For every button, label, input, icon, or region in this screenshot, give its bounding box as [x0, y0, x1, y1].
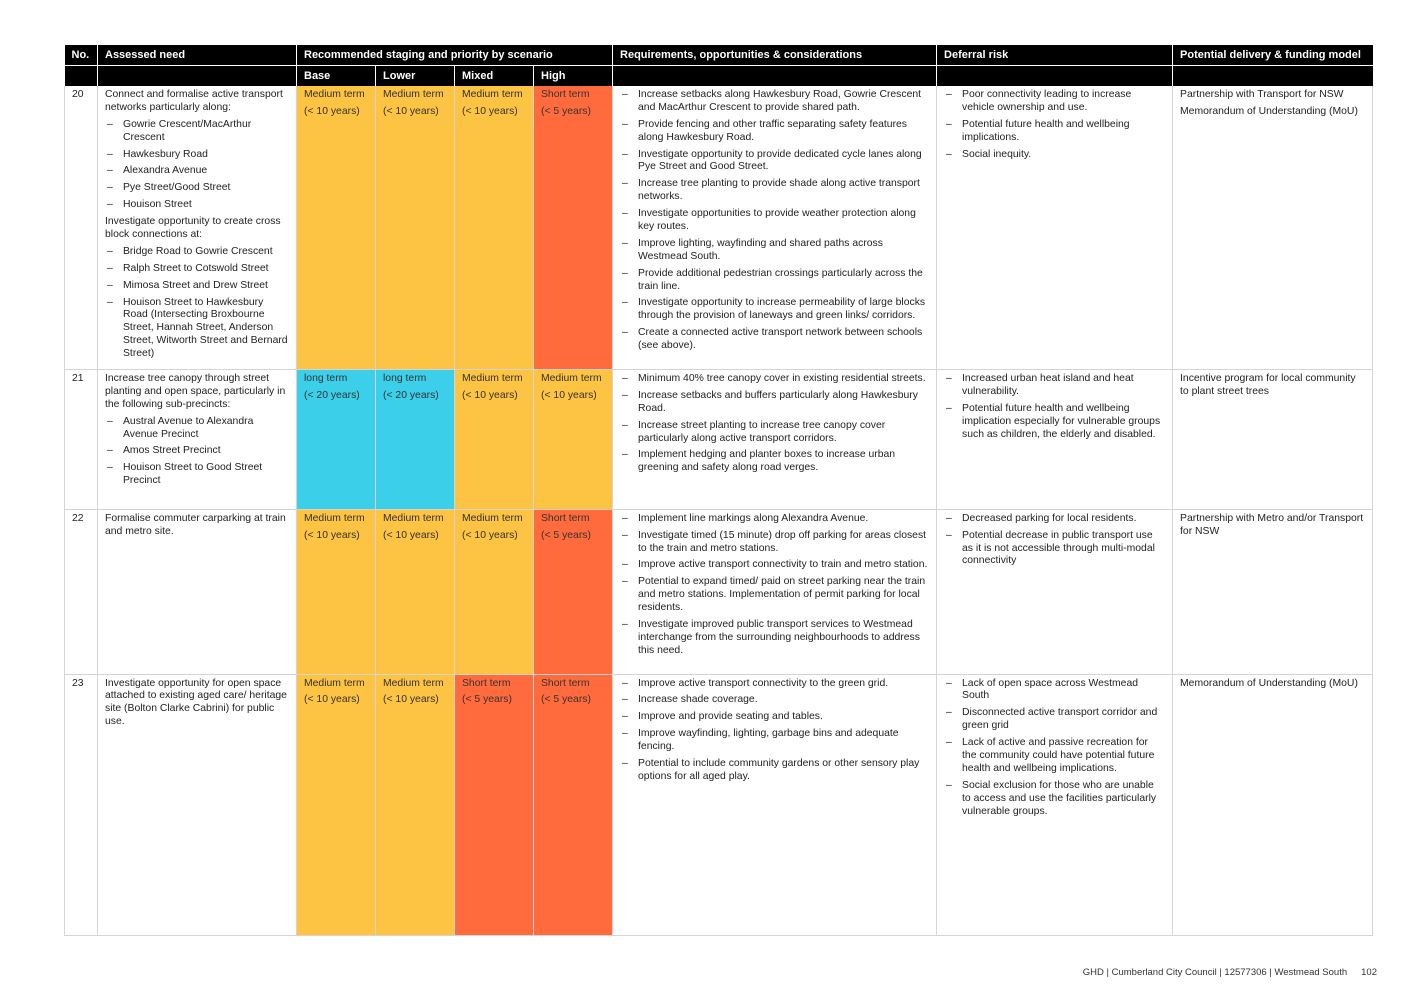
requirement-item: – Provide additional pedestrian crossings particularly across the train line. [620, 268, 929, 294]
requirement-list [620, 373, 929, 475]
header-base: Base [297, 66, 376, 87]
need-location-item: – Alexandra Avenue [105, 165, 289, 178]
header-req-blank [613, 66, 937, 87]
stage-years: (< 10 years) [462, 105, 518, 117]
stage-mixed-cell [455, 86, 534, 370]
assessed-need-cell [98, 509, 297, 674]
need-text: Connect and formalise active transport networks particularly along: [105, 89, 283, 113]
risk-list [944, 513, 1165, 569]
need-location-item: – Mimosa Street and Drew Street [105, 280, 289, 293]
stage-years: (< 20 years) [304, 389, 360, 401]
requirement-item: – Potential to expand timed/ paid on street parking near the train and metro stations. Implementation of permit parking for local residents. [620, 576, 929, 615]
stage-lower-cell [376, 509, 455, 674]
stage-years: (< 10 years) [462, 529, 518, 541]
stage-high-cell [534, 370, 613, 510]
deferral-risk-cell [937, 509, 1173, 674]
header-mixed: Mixed [455, 66, 534, 87]
stage-term: Medium term [462, 512, 523, 524]
delivery-model-text: Memorandum of Understanding (MoU) [1180, 105, 1358, 117]
header-model-blank [1173, 66, 1373, 87]
stage-base-cell [297, 509, 376, 674]
requirement-item: – Improve active transport connectivity to the green grid. [620, 678, 929, 691]
stage-term: Medium term [462, 89, 523, 100]
stage-years: (< 10 years) [541, 389, 597, 401]
need-location-item: – Hawkesbury Road [105, 149, 289, 162]
stage-years: (< 10 years) [462, 389, 518, 401]
stage-term: Short term [541, 512, 590, 524]
stage-years: (< 10 years) [304, 694, 360, 706]
stage-term: Medium term [462, 373, 523, 384]
deferral-risk-cell [937, 674, 1173, 935]
delivery-model-text: Incentive program for local community to plant street trees [1180, 373, 1356, 397]
delivery-model-text: Memorandum of Understanding (MoU) [1180, 677, 1358, 689]
stage-term: long term [304, 373, 348, 384]
row-number: 21 [65, 370, 98, 510]
stage-term: Medium term [383, 677, 444, 689]
delivery-model-cell [1173, 86, 1373, 370]
need-location-list [105, 416, 289, 488]
need-location-item: – Houison Street [105, 199, 289, 212]
stage-high-cell [534, 509, 613, 674]
requirement-item: – Increase setbacks along Hawkesbury Road, Gowrie Crescent and MacArthur Crescent to provide shared path. [620, 89, 929, 115]
need-location-item: – Austral Avenue to Alexandra Avenue Precinct [105, 416, 289, 442]
risk-list [944, 678, 1165, 819]
requirement-item: – Improve and provide seating and tables. [620, 711, 929, 724]
risk-list [944, 373, 1165, 441]
page-footer [1083, 967, 1377, 978]
stage-term: Medium term [304, 677, 365, 689]
stage-base-cell [297, 86, 376, 370]
need-text: Formalise commuter carparking at train and metro site. [105, 512, 286, 537]
assessed-need-cell [98, 370, 297, 510]
delivery-model-text: Partnership with Transport for NSW [1180, 89, 1344, 100]
risk-item: – Potential future health and wellbeing implication especially for vulnerable groups such as children, the elderly and disabled. [944, 403, 1165, 442]
stage-years: (< 5 years) [541, 694, 591, 706]
table-row [65, 674, 1373, 935]
delivery-model-cell [1173, 509, 1373, 674]
delivery-model-text: Partnership with Metro and/or Transport for NSW [1180, 512, 1364, 537]
table-row [65, 509, 1373, 674]
stage-years: (< 5 years) [541, 105, 591, 117]
requirement-item: – Improve active transport connectivity to train and metro station. [620, 559, 929, 572]
stage-term: Medium term [304, 89, 365, 100]
requirement-list [620, 513, 929, 658]
stage-term: Medium term [304, 512, 365, 524]
requirement-item: – Improve lighting, wayfinding and shared paths across Westmead South. [620, 238, 929, 264]
need-location-list [105, 119, 289, 212]
requirement-item: – Implement line markings along Alexandra Avenue. [620, 513, 929, 526]
requirement-item: – Provide fencing and other traffic separating safety features along Hawkesbury Road. [620, 119, 929, 145]
requirements-cell [613, 509, 937, 674]
header-no-blank [65, 66, 98, 87]
delivery-model-cell [1173, 370, 1373, 510]
need-location-item: – Gowrie Crescent/MacArthur Crescent [105, 119, 289, 145]
stage-years: (< 10 years) [383, 105, 439, 117]
stage-term: Short term [541, 89, 590, 100]
requirement-item: – Minimum 40% tree canopy cover in existing residential streets. [620, 373, 929, 386]
risk-item: – Potential future health and wellbeing implications. [944, 119, 1165, 145]
stage-lower-cell [376, 370, 455, 510]
header-high: High [534, 66, 613, 87]
table-row [65, 370, 1373, 510]
stage-base-cell [297, 674, 376, 935]
stage-high-cell [534, 674, 613, 935]
row-number: 20 [65, 86, 98, 370]
requirement-item: – Potential to include community gardens or other sensory play options for all aged play. [620, 758, 929, 784]
need-location-item: – Bridge Road to Gowrie Crescent [105, 246, 289, 259]
requirement-item: – Implement hedging and planter boxes to increase urban greening and safety along road verges. [620, 449, 929, 475]
header-assessed-need: Assessed need [98, 45, 297, 66]
requirement-item: – Increase street planting to increase tree canopy cover particularly along active transport corridors. [620, 420, 929, 446]
need-location-item: – Houison Street to Good Street Precinct [105, 462, 289, 488]
page-number: 102 [1361, 967, 1377, 978]
stage-term: Medium term [541, 373, 602, 384]
requirement-item: – Increase tree planting to provide shade along active transport networks. [620, 178, 929, 204]
needs-table [64, 45, 1373, 936]
stage-term: Short term [541, 677, 590, 689]
risk-item: – Poor connectivity leading to increase vehicle ownership and use. [944, 89, 1165, 115]
requirements-cell [613, 370, 937, 510]
header-requirements: Requirements, opportunities & considerations [613, 45, 937, 66]
stage-years: (< 10 years) [383, 529, 439, 541]
stage-term: long term [383, 373, 427, 384]
delivery-model-cell [1173, 674, 1373, 935]
stage-term: Short term [462, 677, 511, 689]
header-no: No. [65, 45, 98, 66]
requirement-list [620, 89, 929, 353]
requirements-cell [613, 86, 937, 370]
need-location-list [105, 246, 289, 361]
stage-years: (< 20 years) [383, 389, 439, 401]
risk-item: – Social exclusion for those who are unable to access and use the facilities particularly vulnerable groups. [944, 780, 1165, 819]
footer-text: GHD | Cumberland City Council | 12577306 | Westmead South [1082, 967, 1348, 978]
stage-years: (< 10 years) [304, 105, 360, 117]
risk-item: – Disconnected active transport corridor and green grid [944, 707, 1165, 733]
assessed-need-cell [98, 86, 297, 370]
risk-list [944, 89, 1165, 161]
stage-years: (< 10 years) [304, 529, 360, 541]
requirement-list [620, 678, 929, 784]
need-location-item: – Amos Street Precinct [105, 445, 289, 458]
stage-term: Medium term [383, 512, 444, 524]
row-number: 22 [65, 509, 98, 674]
need-text: Investigate opportunity for open space attached to existing aged care/ heritage site (Bolton Clarke Cabrini) for public use. [105, 677, 287, 728]
assessed-need-cell [98, 674, 297, 935]
row-number: 23 [65, 674, 98, 935]
requirement-item: – Improve wayfinding, lighting, garbage bins and adequate fencing. [620, 728, 929, 754]
stage-mixed-cell [455, 674, 534, 935]
stage-mixed-cell [455, 509, 534, 674]
risk-item: – Increased urban heat island and heat vulnerability. [944, 373, 1165, 399]
stage-years: (< 5 years) [541, 529, 591, 541]
need-text: Investigate opportunity to create cross block connections at: [105, 216, 281, 241]
table-body [65, 86, 1373, 936]
stage-years: (< 10 years) [383, 694, 439, 706]
stage-mixed-cell [455, 370, 534, 510]
need-location-item: – Pye Street/Good Street [105, 182, 289, 195]
requirement-item: – Create a connected active transport network between schools (see above). [620, 327, 929, 353]
header-need-blank [98, 66, 297, 87]
stage-lower-cell [376, 674, 455, 935]
requirement-item: – Increase shade coverage. [620, 694, 929, 707]
header-delivery-model: Potential delivery & funding model [1173, 45, 1373, 66]
need-location-item: – Houison Street to Hawkesbury Road (Intersecting Broxbourne Street, Hannah Street, Anderson Street, Witworth Street and Bernard Street) [105, 297, 289, 361]
requirement-item: – Increase setbacks and buffers particularly along Hawkesbury Road. [620, 390, 929, 416]
stage-lower-cell [376, 86, 455, 370]
stage-years: (< 5 years) [462, 694, 512, 706]
requirement-item: – Investigate improved public transport services to Westmead interchange from the surrounding neighbourhoods to address this need. [620, 619, 929, 658]
requirement-item: – Investigate opportunity to increase permeability of large blocks through the provision of laneways and green links/ corridors. [620, 297, 929, 323]
requirement-item: – Investigate opportunities to provide weather protection along key routes. [620, 208, 929, 234]
requirements-cell [613, 674, 937, 935]
risk-item: – Lack of open space across Westmead South [944, 678, 1165, 704]
requirement-item: – Investigate opportunity to provide dedicated cycle lanes along Pye Street and Good Street. [620, 149, 929, 175]
header-lower: Lower [376, 66, 455, 87]
header-staging: Recommended staging and priority by scenario [297, 45, 613, 66]
risk-item: – Social inequity. [944, 149, 1165, 162]
requirement-item: – Investigate timed (15 minute) drop off parking for areas closest to the train and metro stations. [620, 530, 929, 556]
risk-item: – Decreased parking for local residents. [944, 513, 1165, 526]
stage-high-cell [534, 86, 613, 370]
deferral-risk-cell [937, 86, 1173, 370]
header-risk-blank [937, 66, 1173, 87]
stage-base-cell [297, 370, 376, 510]
deferral-risk-cell [937, 370, 1173, 510]
need-text: Increase tree canopy through street planting and open space, particularly in the following sub-precincts: [105, 373, 286, 410]
risk-item: – Potential decrease in public transport use as it is not accessible through multi-modal connectivity [944, 530, 1165, 569]
stage-term: Medium term [383, 89, 444, 100]
header-deferral-risk: Deferral risk [937, 45, 1173, 66]
table-row [65, 86, 1373, 370]
need-location-item: – Ralph Street to Cotswold Street [105, 263, 289, 276]
risk-item: – Lack of active and passive recreation for the community could have potential future health and wellbeing implications. [944, 737, 1165, 776]
